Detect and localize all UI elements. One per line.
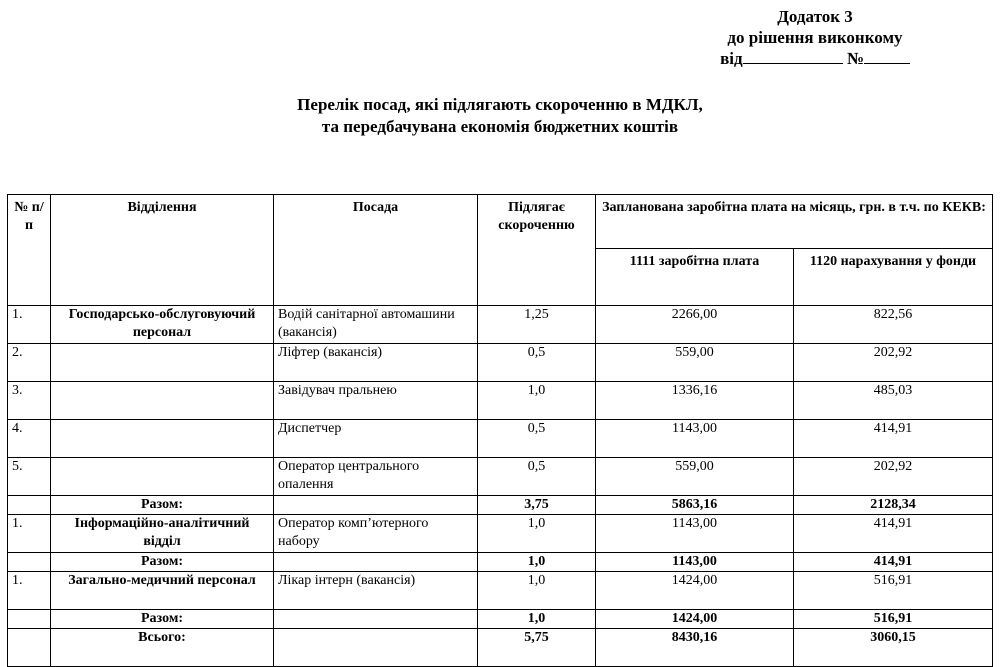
table-row: [8, 420, 993, 458]
row-salary-1111: 559,00: [596, 344, 794, 382]
row-salary-1111: 559,00: [596, 458, 794, 496]
table-body: [8, 306, 993, 667]
row-position: [274, 553, 478, 572]
row-position: Оператор комп’ютерного набору: [274, 515, 478, 553]
row-department: Всього:: [51, 629, 274, 667]
table-row: [8, 382, 993, 420]
row-salary-1111: 1424,00: [596, 572, 794, 610]
row-reduction: 3,75: [478, 496, 596, 515]
row-reduction: 0,5: [478, 420, 596, 458]
row-position: [274, 610, 478, 629]
row-number: 5.: [8, 458, 51, 496]
row-salary-1111: 1143,00: [596, 420, 794, 458]
row-number: 1.: [8, 572, 51, 610]
row-number: [8, 610, 51, 629]
document-title: [0, 94, 1000, 138]
annex-block: [700, 6, 930, 69]
row-department: [51, 458, 274, 496]
annex-title: Додаток 3: [777, 7, 853, 26]
row-funds-1120: 822,56: [794, 306, 993, 344]
row-number: 2.: [8, 344, 51, 382]
header-position: Посада: [274, 195, 478, 306]
positions-table: [7, 194, 993, 667]
header-reduction: Підлягає скороченню: [478, 195, 596, 306]
row-funds-1120: 414,91: [794, 553, 993, 572]
table-row: [8, 458, 993, 496]
header-kekv-1111: 1111 заробітна плата: [596, 249, 794, 306]
table-row: [8, 496, 993, 515]
annex-reference: [700, 48, 930, 69]
row-number: 4.: [8, 420, 51, 458]
row-reduction: 1,0: [478, 382, 596, 420]
row-salary-1111: 1143,00: [596, 515, 794, 553]
annex-subtitle: до рішення виконкому: [727, 28, 903, 47]
row-department: [51, 382, 274, 420]
header-salary-group: Запланована заробітна плата на місяць, грн. в т.ч. по КЕКВ:: [596, 195, 993, 249]
row-salary-1111: 1143,00: [596, 553, 794, 572]
row-department: Разом:: [51, 496, 274, 515]
row-position: [274, 496, 478, 515]
row-number: [8, 629, 51, 667]
table-row: [8, 610, 993, 629]
row-funds-1120: 2128,34: [794, 496, 993, 515]
row-reduction: 5,75: [478, 629, 596, 667]
row-number: [8, 553, 51, 572]
header-number: № п/п: [8, 195, 51, 306]
row-reduction: 1,0: [478, 515, 596, 553]
table-row: [8, 572, 993, 610]
annex-from-label: від: [720, 49, 743, 68]
table-row: [8, 344, 993, 382]
row-position: Диспетчер: [274, 420, 478, 458]
row-department: Інформаційно-аналітичний відділ: [51, 515, 274, 553]
row-department: [51, 420, 274, 458]
row-reduction: 1,25: [478, 306, 596, 344]
annex-number-blank: [864, 48, 910, 64]
header-department: Відділення: [51, 195, 274, 306]
row-salary-1111: 1336,16: [596, 382, 794, 420]
row-funds-1120: 202,92: [794, 344, 993, 382]
row-department: Господарсько-обслуговуючий персонал: [51, 306, 274, 344]
row-funds-1120: 3060,15: [794, 629, 993, 667]
row-funds-1120: 414,91: [794, 420, 993, 458]
table-row: [8, 553, 993, 572]
row-funds-1120: 516,91: [794, 572, 993, 610]
row-reduction: 1,0: [478, 610, 596, 629]
row-reduction: 0,5: [478, 458, 596, 496]
row-funds-1120: 516,91: [794, 610, 993, 629]
row-position: Лікар інтерн (вакансія): [274, 572, 478, 610]
row-position: Завідувач пральнею: [274, 382, 478, 420]
row-number: [8, 496, 51, 515]
row-department: Разом:: [51, 610, 274, 629]
row-salary-1111: 5863,16: [596, 496, 794, 515]
annex-date-blank: [743, 48, 843, 64]
row-salary-1111: 1424,00: [596, 610, 794, 629]
table-row: [8, 515, 993, 553]
row-funds-1120: 202,92: [794, 458, 993, 496]
table-row: [8, 629, 993, 667]
document-title-line1: Перелік посад, які підлягають скороченню в МДКЛ,: [297, 95, 703, 114]
row-salary-1111: 8430,16: [596, 629, 794, 667]
row-reduction: 0,5: [478, 344, 596, 382]
row-number: 1.: [8, 515, 51, 553]
row-position: [274, 629, 478, 667]
row-number: 3.: [8, 382, 51, 420]
header-kekv-1120: 1120 нарахування у фонди: [794, 249, 993, 306]
row-department: Разом:: [51, 553, 274, 572]
annex-number-label: №: [846, 49, 864, 68]
row-reduction: 1,0: [478, 553, 596, 572]
row-position: Водій санітарної автомашини (вакансія): [274, 306, 478, 344]
row-department: Загально-медичний персонал: [51, 572, 274, 610]
document-title-line2: та передбачувана економія бюджетних коштів: [321, 117, 679, 136]
row-reduction: 1,0: [478, 572, 596, 610]
table-row: [8, 306, 993, 344]
row-department: [51, 344, 274, 382]
row-position: Ліфтер (вакансія): [274, 344, 478, 382]
row-funds-1120: 414,91: [794, 515, 993, 553]
row-funds-1120: 485,03: [794, 382, 993, 420]
row-salary-1111: 2266,00: [596, 306, 794, 344]
row-position: Оператор центрального опалення: [274, 458, 478, 496]
row-number: 1.: [8, 306, 51, 344]
